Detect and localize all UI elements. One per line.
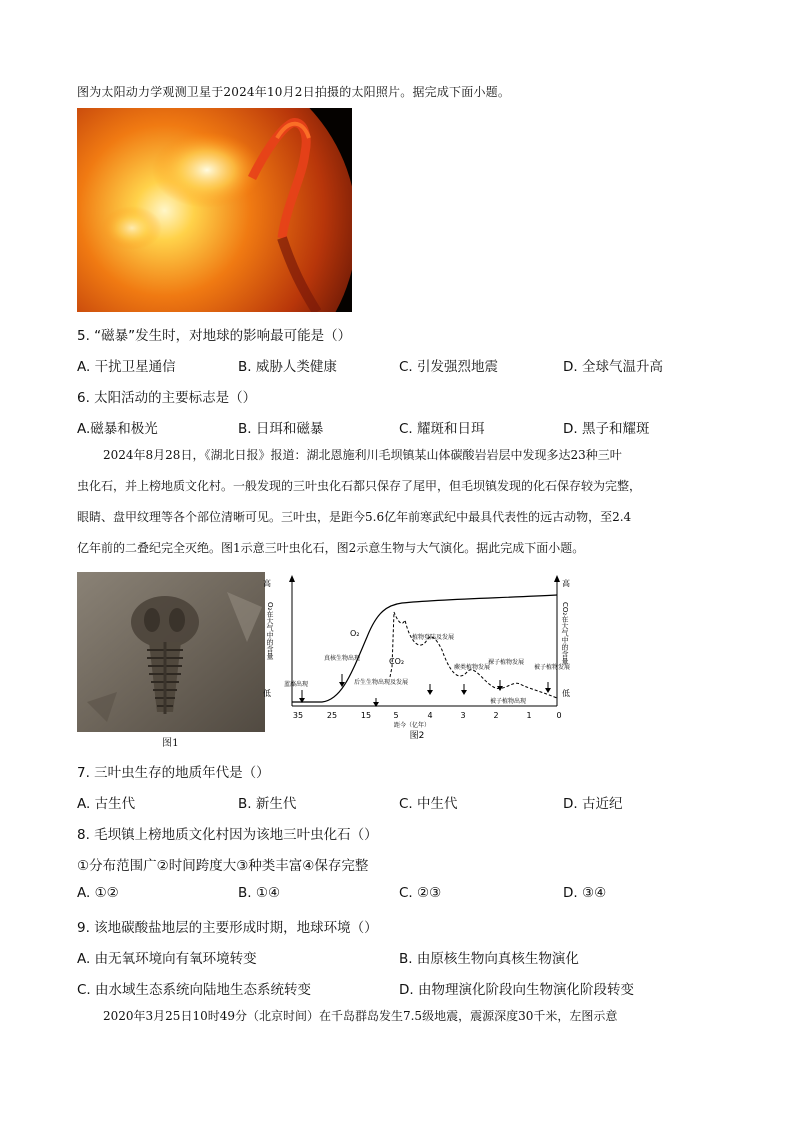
event-zhiwu-denglu: 植物登陆及发展 (412, 634, 455, 641)
fig1-caption: 图1 (162, 738, 179, 749)
x-tick: 4 (427, 711, 433, 720)
passage2-line3: 眼睛、盘甲纹理等各个部位清晰可见。三叶虫，是距今5.6亿年前寒武纪中最具代表性的远古动物，至2.4 (77, 510, 632, 524)
intro-text: 图为太阳动力学观测卫星于2024年10月2日拍摄的太阳照片。据完成下面小题。 (77, 85, 511, 99)
passage2-line2: 虫化石，并上榜地质文化村。一般发现的三叶虫化石都只保存了尾甲，但毛坝镇发现的化石保存较为完整， (77, 479, 642, 493)
trilobite-photo (77, 572, 265, 732)
o2-curve (292, 595, 557, 702)
event-lanzao: 蓝藻出现 (284, 681, 309, 688)
q9-option-a[interactable]: A. 由无氧环境向有氧环境转变 (77, 951, 257, 967)
arrow-icon (427, 690, 433, 695)
x-tick: 5 (393, 711, 399, 720)
right-high-label: 高 (562, 579, 570, 588)
q8-option-c[interactable]: C. ②③ (399, 885, 442, 901)
q7-option-a[interactable]: A. 古生代 (77, 796, 136, 812)
q7-option-c[interactable]: C. 中生代 (399, 796, 458, 812)
q6-stem: 6. 太阳活动的主要标志是（） (77, 390, 257, 406)
arrow-icon (461, 690, 467, 695)
left-axis-arrow-icon (289, 575, 295, 582)
o2-label: O₂ (350, 629, 360, 638)
q8-items: ①分布范围广②时间跨度大③种类丰富④保存完整 (77, 858, 369, 874)
q5-option-c[interactable]: C. 引发强烈地震 (399, 359, 499, 375)
x-tick: 25 (326, 711, 338, 720)
x-tick: 2 (493, 711, 499, 720)
event-luozi: 裸子植物发展 (488, 659, 525, 666)
x-tick: 3 (460, 711, 466, 720)
x-tick: 15 (360, 711, 372, 720)
left-high-label: 高 (263, 579, 271, 588)
sun-photo (77, 108, 352, 312)
passage2-line4: 亿年前的二叠纪完全灭绝。图1示意三叶虫化石，图2示意生物与大气演化。据此完成下面小题。 (77, 541, 585, 555)
q8-option-d[interactable]: D. ③④ (563, 885, 607, 901)
event-houshengwu: 后生生物出现及发展 (354, 679, 409, 686)
fig2-caption: 图2 (409, 731, 425, 741)
q5-option-d[interactable]: D. 全球气温升高 (563, 359, 663, 375)
q6-option-a[interactable]: A.磁暴和极光 (77, 421, 158, 437)
right-low-label: 低 (562, 689, 570, 698)
right-axis-label: CO₂在大气中的含量 (561, 602, 569, 665)
passage3-line1: 2020年3月25日10时49分（北京时间）在千岛群岛发生7.5级地震，震源深度30千米，左图示意 (103, 1009, 618, 1023)
q9-option-b[interactable]: B. 由原核生物向真核生物演化 (399, 951, 579, 967)
q7-option-d[interactable]: D. 古近纪 (563, 796, 623, 812)
co2-curve (390, 612, 557, 698)
q9-option-d[interactable]: D. 由物理演化阶段向生物演化阶段转变 (399, 982, 634, 998)
x-tick: 1 (526, 711, 532, 720)
q9-option-c[interactable]: C. 由水域生态系统向陆地生态系统转变 (77, 982, 312, 998)
q8-option-b[interactable]: B. ①④ (238, 885, 281, 901)
x-axis-title: 距今（亿年） (393, 722, 431, 729)
event-zhenhe: 真核生物出现 (324, 655, 361, 662)
co2-label: CO₂ (389, 657, 405, 666)
q5-stem: 5. “磁暴”发生时，对地球的影响最可能是（） (77, 328, 352, 344)
sun-image (77, 108, 352, 312)
event-beizi-fazhan: 被子植物发展 (534, 664, 571, 671)
q8-stem: 8. 毛坝镇上榜地质文化村因为该地三叶虫化石（） (77, 827, 378, 843)
q5-option-b[interactable]: B. 威胁人类健康 (238, 359, 337, 375)
left-low-label: 低 (263, 689, 271, 698)
trilobite-image (77, 572, 265, 732)
q9-stem: 9. 该地碳酸盐地层的主要形成时期，地球环境（） (77, 920, 378, 936)
arrow-icon (545, 688, 551, 693)
event-beizi-chuxian: 被子植物出现 (490, 698, 527, 705)
q6-option-c[interactable]: C. 耀斑和日珥 (399, 421, 485, 437)
event-jue-lei: 蕨类植物发展 (454, 664, 491, 671)
x-tick: 35 (292, 711, 304, 720)
q6-option-d[interactable]: D. 黑子和耀斑 (563, 421, 650, 437)
fig2-diagram (262, 572, 580, 744)
q5-option-a[interactable]: A. 干扰卫星通信 (77, 359, 176, 375)
passage2-line1: 2024年8月28日，《湖北日报》报道：湖北恩施利川毛坝镇某山体碳酸岩岩层中发现多达23种三叶 (103, 448, 622, 462)
left-axis-label: O₂在大气中的含量 (266, 602, 274, 660)
right-axis-arrow-icon (554, 575, 560, 582)
x-tick: 0 (556, 711, 562, 720)
q7-option-b[interactable]: B. 新生代 (238, 796, 297, 812)
q8-option-a[interactable]: A. ①② (77, 885, 119, 901)
q7-stem: 7. 三叶虫生存的地质年代是（） (77, 765, 270, 781)
q6-option-b[interactable]: B. 日珥和磁暴 (238, 421, 324, 437)
